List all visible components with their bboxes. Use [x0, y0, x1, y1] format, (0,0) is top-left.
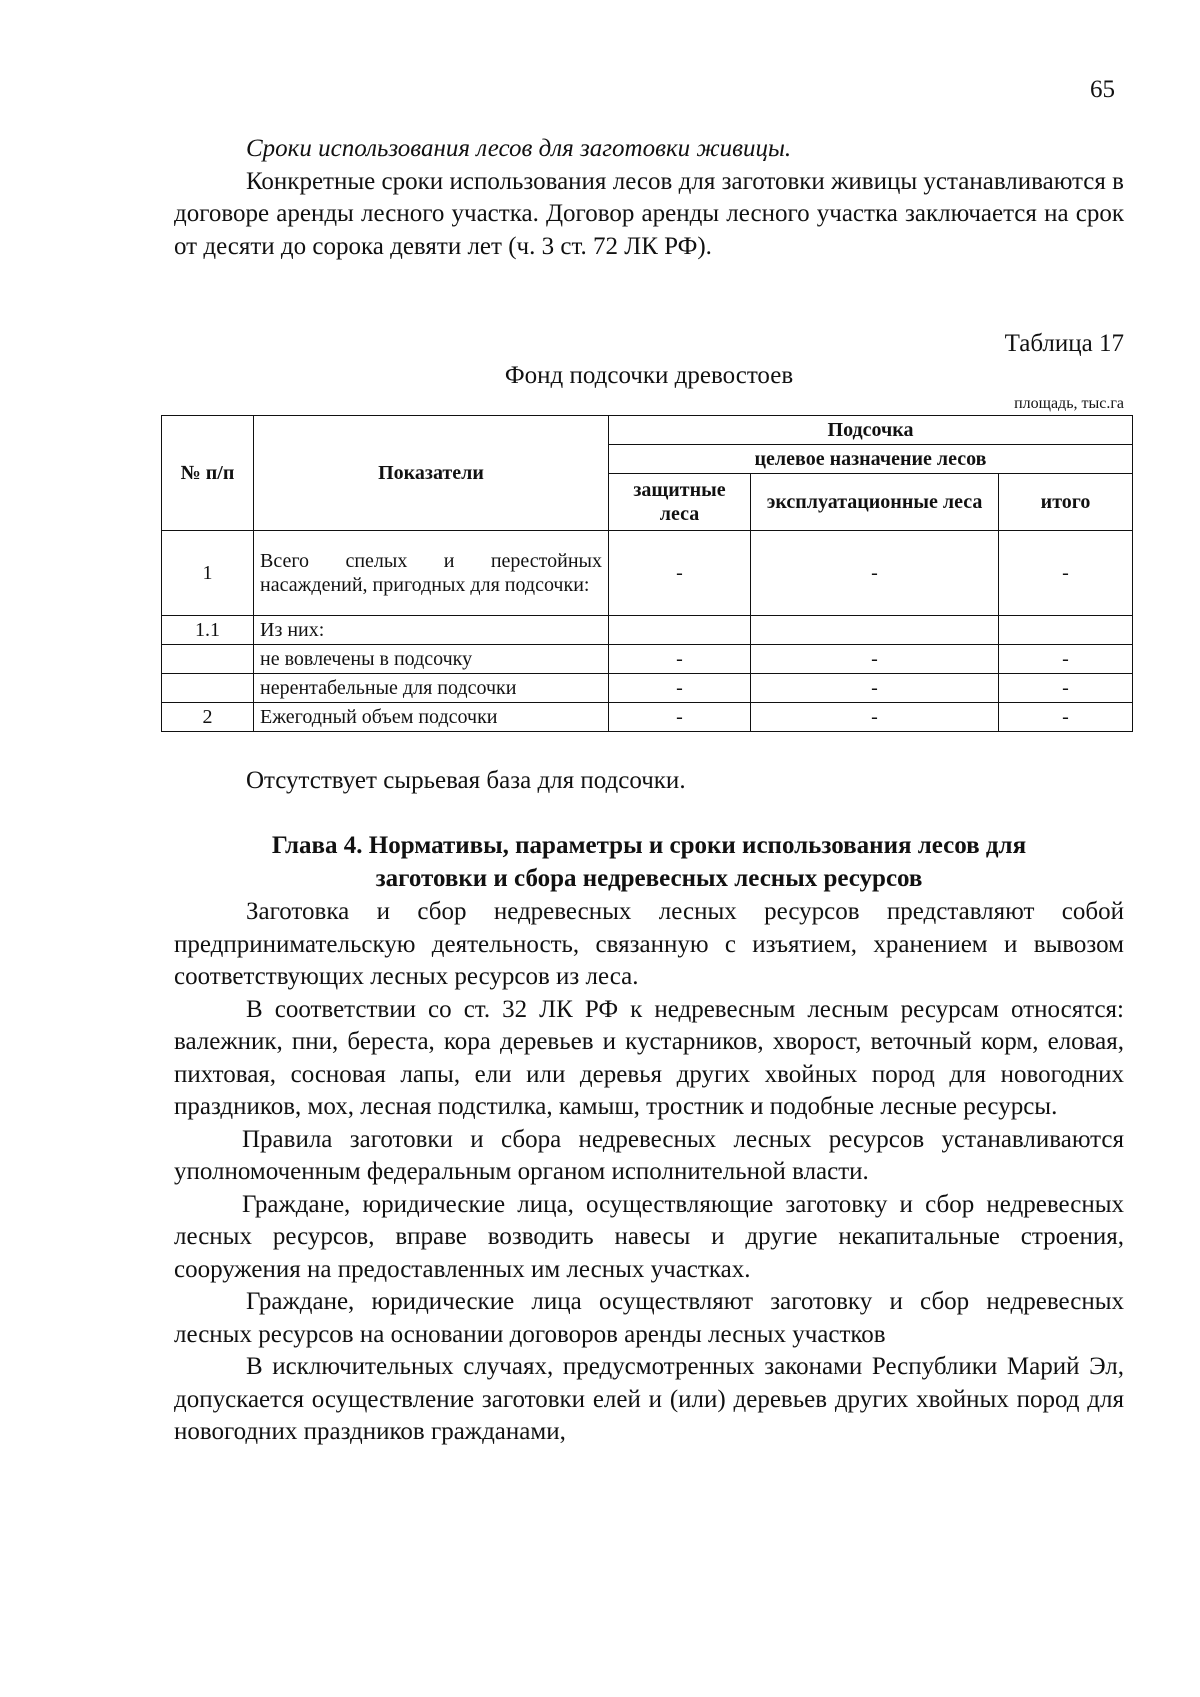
- row-total: -: [999, 703, 1133, 732]
- table-title: Фонд подсочки древостоев: [504, 362, 794, 389]
- chapter-paragraph: Правила заготовки и сбора недревесных лесных ресурсов устанавливаются уполномоченным федеральным органом исполнительной власти.: [174, 1125, 1124, 1185]
- after-table-section: [174, 765, 1124, 798]
- chapter-paragraph: Заготовка и сбор недревесных лесных ресурсов представляют собой предпринимательскую деятельность, связанную с изъятием, хранением и вывозом соответствующих лесных ресурсов из леса.: [174, 898, 1124, 990]
- row-protective: -: [609, 703, 751, 732]
- chapter-paragraph: В исключительных случаях, предусмотренных законами Республики Марий Эл, допускается осуществление заготовки елей и (или) деревьев других хвойных пород для новогодних праздников гражданами,: [174, 1353, 1124, 1445]
- header-protective: защитные леса: [609, 474, 751, 531]
- row-num: [162, 674, 254, 703]
- header-total: итого: [999, 474, 1133, 531]
- header-num: № п/п: [162, 416, 254, 531]
- row-total: -: [999, 645, 1133, 674]
- table-units: площадь, тыс.га: [1014, 395, 1124, 412]
- chapter-title-line1: Глава 4. Нормативы, параметры и сроки использования лесов для: [271, 832, 1027, 859]
- row-exploitation: -: [751, 703, 999, 732]
- row-label: Ежегодный объем подсочки: [254, 703, 609, 732]
- chapter-title-line2: заготовки и сбора недревесных лесных ресурсов: [375, 864, 923, 892]
- chapter-paragraph: В соответствии со ст. 32 ЛК РФ к недревесным лесным ресурсам относятся: валежник, пни, береста, кора деревьев и кустарников, хворост, веточный корм, еловая, пихтовая, сосновая лапы, ели или деревья других хвойных пород для новогодних праздников, мох, лесная подстилка, камыш, тростник и подобные лесные ресурсы.: [174, 995, 1124, 1120]
- header-purpose: целевое назначение лесов: [609, 445, 1133, 474]
- row-label: не вовлечены в подсочку: [254, 645, 609, 674]
- table-row: [162, 703, 1133, 732]
- row-num: [162, 645, 254, 674]
- chapter-paragraph: Граждане, юридические лица, осуществляющие заготовку и сбор недревесных лесных ресурсов, вправе возводить навесы и другие некапитальные строения, сооружения на предоставленных им лесных участках.: [174, 1190, 1124, 1283]
- row-protective: [609, 616, 751, 645]
- chapter-body: [174, 896, 1124, 1449]
- row-num: 1: [162, 531, 254, 616]
- row-exploitation: [751, 616, 999, 645]
- row-protective: -: [609, 674, 751, 703]
- row-total: [999, 616, 1133, 645]
- page-number: 65: [1090, 76, 1115, 103]
- row-label: нерентабельные для подсочки: [254, 674, 609, 703]
- chapter-paragraph: Граждане, юридические лица осуществляют заготовку и сбор недревесных лесных ресурсов на основании договоров аренды лесных участков: [174, 1288, 1124, 1348]
- after-table-text: Отсутствует сырьевая база для подсочки.: [246, 767, 686, 794]
- row-protective: -: [609, 531, 751, 616]
- tapping-fund-table: [161, 415, 1133, 732]
- intro-section: [174, 133, 1124, 263]
- table-row: [162, 531, 1133, 616]
- row-label: Всего спелых и перестойных насаждений, пригодных для подсочки:: [254, 531, 609, 616]
- row-total: -: [999, 674, 1133, 703]
- table-row: [162, 645, 1133, 674]
- table-label: Таблица 17: [1004, 330, 1124, 357]
- row-label: Из них:: [254, 616, 609, 645]
- header-tapping: Подсочка: [609, 416, 1133, 445]
- intro-paragraph: Конкретные сроки использования лесов для заготовки живицы устанавливаются в договоре аренды лесного участка. Договор аренды лесного участка заключается на срок от десяти до сорока девяти лет (ч. 3 ст. 72 ЛК РФ).: [174, 167, 1124, 260]
- table-row: [162, 674, 1133, 703]
- header-indicators: Показатели: [254, 416, 609, 531]
- row-exploitation: -: [751, 645, 999, 674]
- row-exploitation: -: [751, 531, 999, 616]
- header-exploitation: эксплуатационные леса: [751, 474, 999, 531]
- row-exploitation: -: [751, 674, 999, 703]
- intro-italic-heading: Сроки использования лесов для заготовки живицы.: [246, 135, 792, 162]
- row-num: 1.1: [162, 616, 254, 645]
- chapter-heading: [174, 830, 1124, 895]
- table-row: [162, 616, 1133, 645]
- row-num: 2: [162, 703, 254, 732]
- row-total: -: [999, 531, 1133, 616]
- row-protective: -: [609, 645, 751, 674]
